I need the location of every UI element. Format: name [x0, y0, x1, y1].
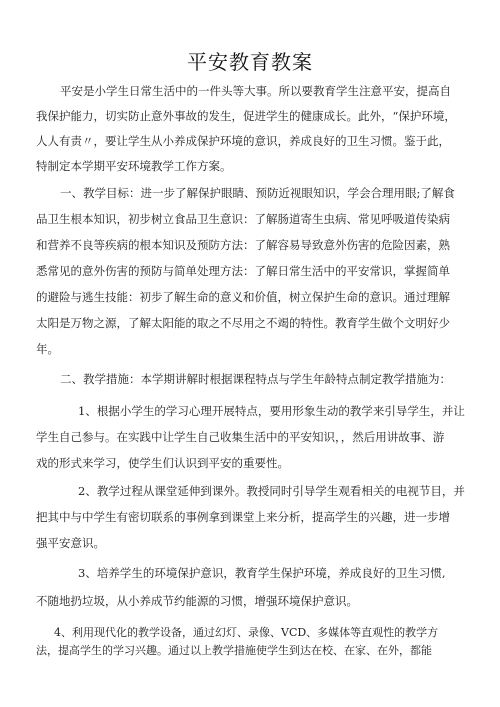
paragraph-line: 品卫生根本知识，初步树立食品卫生意识：了解肠道寄生虫病、常见呼吸道传染病 — [36, 212, 450, 226]
paragraph-line: 我保护能力，切实防止意外事故的发生，促进学生的健康成长。此外，“保护环境， — [36, 109, 456, 123]
paragraph-line: 平安是小学生日常生活中的一件头等大事。所以要教育学生注意平安，提高自 — [60, 84, 451, 98]
paragraph-line: 把其中与中学生有密切联系的事例拿到课堂上来分析，提高学生的兴趣，进一步增 — [36, 510, 450, 524]
paragraph-line: 学生自己参与。在实践中让学生自己收集生活中的平安知识，，然后用讲故事、游 — [36, 430, 445, 444]
paragraph-line: 3、培养学生的环境保护意识，教育学生保护环境，养成良好的卫生习惯, — [78, 566, 446, 580]
paragraph-line: 二、教学措施：本学期讲解时根据课程特点与学生年龄特点制定教学措施为： — [60, 372, 451, 386]
paragraph-line: 2、教学过程从课堂延伸到课外。教授同时引导学生观看相关的电视节目，并 — [78, 484, 465, 498]
paragraph-line: 人人有责〃，要让学生从小养成保护环境的意识，养成良好的卫生习惯。鉴于此， — [36, 134, 450, 148]
paragraph-line: 年。 — [36, 342, 59, 356]
paragraph-line: 和营养不良等疾病的根本知识及预防方法：了解容易导致意外伤害的危险因素，熟 — [36, 238, 450, 252]
paragraph-line: 太阳是万物之源，了解太阳能的取之不尽用之不竭的特性。教育学生做个文明好少 — [36, 316, 450, 330]
document-title: 平安教育教案 — [187, 50, 313, 74]
paragraph-line: 强平安意识。 — [36, 536, 105, 550]
paragraph-line: 悉常见的意外伤害的预防与简单处理方法：了解日常生活中的平安常识，掌握简单 — [36, 264, 450, 278]
paragraph-line: 特制定本学期平安环境教学工作方案。 — [36, 159, 232, 173]
paragraph-line: 4、利用现代化的教学设备，通过幻灯、录像、VCD、多媒体等直观性的教学方 — [54, 626, 439, 639]
paragraph-line: 不随地扔垃圾，从小养成节约能源的习惯，增强环境保护意识。 — [36, 594, 358, 608]
paragraph-line: 1、根据小学生的学习心理开展特点，要用形象生动的教学来引导学生，并让 — [78, 404, 465, 418]
paragraph-line: 一、教学目标：进一步了解保护眼睛、预防近视眼知识，学会合理用眼;了解食 — [60, 186, 455, 200]
paragraph-line: 戏的形式来学习，使学生们认识到平安的重要性。 — [36, 456, 289, 470]
paragraph-line: 的避险与逃生技能：初步了解生命的意义和价值，树立保护生命的意识。通过理解 — [36, 290, 450, 304]
paragraph-line: 法，提高学生的学习兴趣。通过以上教学措施使学生到达在校、在家、在外，都能 — [36, 644, 432, 657]
